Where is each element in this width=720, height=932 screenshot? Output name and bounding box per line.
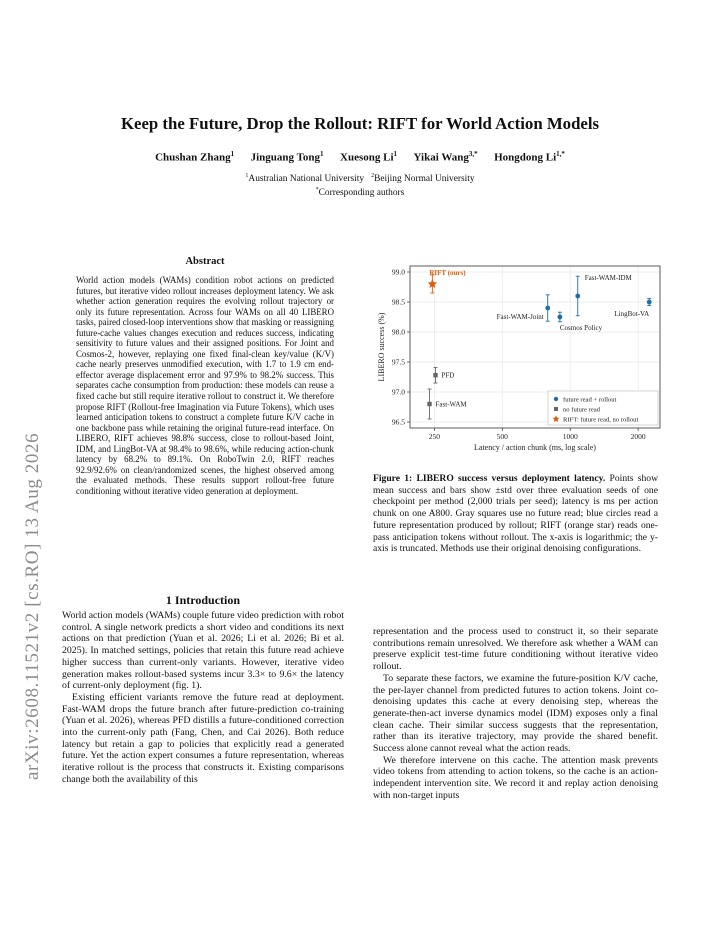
data-point-circle — [647, 300, 652, 305]
author-affiliation-mark: 1,* — [556, 150, 565, 158]
y-axis-label: LIBERO success (%) — [377, 312, 386, 382]
author-affiliation-mark: 1 — [230, 150, 235, 158]
figure-1-chart — [368, 258, 668, 468]
paragraph: We therefore intervene on this cache. The attention mask prevents video tokens from attending to action tokens, so the cache is an action-independent intervention site. We record it and replay action denoising with non-target inputs — [373, 754, 658, 801]
figure-caption: Figure 1: LIBERO success versus deployment latency. Points show mean success and bars show ±std over three evaluation seeds of one checkpoint per method (2,000 trials per seed); latency is ms per action chunk on one A800. Gray squares use no future read; blue circles read a future representation produced by rollout; RIFT (orange star) reads one-pass anticipation tokens without rollout. The x-axis is logarithmic; the y-axis is truncated. Methods use their original denoising configurations. — [373, 473, 658, 555]
data-point-circle — [545, 306, 550, 311]
data-point-square — [433, 373, 437, 377]
author-affiliation-mark: 3,* — [468, 150, 478, 158]
x-tick-label: 500 — [496, 432, 508, 441]
x-axis-label: Latency / action chunk (ms, log scale) — [474, 443, 596, 452]
legend-marker-square — [554, 407, 558, 411]
data-point-label: Cosmos Policy — [559, 324, 603, 332]
data-point-label: Fast-WAM-IDM — [584, 274, 632, 282]
author-name: Chushan Zhang — [155, 151, 231, 164]
intro-left-column — [62, 610, 344, 786]
arxiv-stamp: arXiv:2608.11521v2 [cs.RO] 13 Aug 2026 — [22, 432, 43, 780]
y-tick-label: 97.0 — [391, 387, 405, 397]
data-point-label: PFD — [441, 371, 455, 380]
legend-label: no future read — [563, 406, 600, 414]
data-point-label: LingBot-VA — [614, 310, 650, 318]
legend-label: future read + rollout — [563, 396, 617, 404]
data-point-label: RIFT (ours) — [429, 269, 466, 277]
x-tick-label: 1000 — [562, 432, 578, 441]
paragraph: World action models (WAMs) couple future video prediction with robot control. A single network predicts a short video and conditions its next actions on that prediction (Yuan et al. 2026; Li et al. 2026; Bi et al. 2025). In matched settings, policies that retain this future read achieve higher success than current-only variants. However, iterative video generation makes rollout-based systems incur 3.3× to 9.6× the latency of current-only deployment (fig. 1). — [62, 610, 344, 692]
legend-label: RIFT: future read, no rollout — [563, 416, 639, 424]
intro-right-column — [373, 626, 658, 802]
data-point-circle — [575, 294, 580, 299]
author-name: Hongdong Li — [494, 151, 557, 164]
x-tick-label: 250 — [428, 432, 440, 441]
paragraph: Existing efficient variants remove the future read at deployment. Fast-WAM drops the future branch after future-prediction co-training (Yuan et al. 2026), whereas PFD distills a future-conditioned correction into the current-only path (Fang, Chen, and Cai 2026). Both reduce latency but retain a gap to policies that explicitly read a generated future. Yet the action expert consumes a future representation, whereas iterative rollout is the process that constructs it. Existing comparisons change both the availability of this — [62, 691, 344, 785]
y-tick-label: 97.5 — [391, 357, 405, 367]
author-affiliation-mark: 1 — [393, 150, 398, 158]
data-point-label: Fast-WAM — [435, 400, 467, 409]
abstract-heading: Abstract — [185, 256, 225, 267]
author-name: Yikai Wang — [413, 151, 469, 164]
x-tick-label: 2000 — [630, 432, 646, 441]
author-name: Jinguang Tong — [250, 151, 321, 164]
y-tick-label: 98.5 — [391, 297, 405, 307]
legend-marker-circle — [554, 397, 558, 401]
y-tick-label: 96.5 — [391, 417, 405, 427]
section-heading-introduction: 1 Introduction — [165, 593, 241, 607]
y-tick-label: 99.0 — [391, 267, 405, 277]
affiliations: $^1$Australian National University $^2$Beijing Normal University *Corresponding authors — [245, 173, 475, 199]
data-point-label: Fast-WAM-Joint — [496, 313, 544, 321]
abstract-body: World action models (WAMs) condition robot actions on predicted futures, but iterative video rollout increases deployment latency. We ask whether action generation requires the evolving rollout trajectory or only its future representation. Across four WAMs on all 40 LIBERO tasks, paired closed-loop interventions show that masking or reassigning future-cache values changes execution and reduces success, indicating sensitivity to future values and their assigned positions. For Joint and Cosmos-2, however, replaying one fixed final-clean key/value (K/V) cache nearly preserves unmodified execution, with 1.7 to 1.9 cm end-effector average displacement error and 97.9% to 98.2% success. This separates cache consumption from production: these models can reuse a fixed cache but still require iterative rollout to construct it. We therefore propose RIFT (Rollout-free Imagination via Future Tokens), which uses learned anticipation tokens to construct a complete future K/V cache in one backbone pass while retaining the original future-read interface. On LIBERO, RIFT achieves 98.8% success, close to rollout-based Joint, IDM, and LingBot-VA at 98.4% to 98.6%, while reducing action-chunk latency by 68.2% to 89.1%. On RoboTwin 2.0, RIFT reaches 92.9/92.6% on clean/randomized scenes, the highest observed among the evaluated methods. These results support rollout-free future conditioning without iterative video generation at deployment. — [76, 275, 334, 496]
author-list — [60, 150, 660, 164]
paragraph: representation and the process used to construct it, so their separate contributions remain unresolved. We therefore ask whether a WAM can preserve explicit test-time future conditioning without iterative video rollout. — [373, 626, 658, 673]
author-affiliation-mark: 1 — [320, 150, 324, 158]
y-tick-label: 98.0 — [391, 327, 405, 337]
paper-title: Keep the Future, Drop the Rollout: RIFT for World Action Models — [120, 114, 600, 133]
data-point-square — [427, 402, 431, 406]
author-name: Xuesong Li — [340, 151, 394, 164]
paragraph: To separate these factors, we examine the future-position K/V cache, the per-layer channel from predicted futures to action tokens. Joint co-denoising updates this cache at every denoising step, whereas the generate-then-act inverse dynamics model (IDM) exposes only a final clean cache. Their similar success suggests that the representation, rather than its iterative trajectory, may provide the shared benefit. Success alone cannot reveal what the action reads. — [373, 672, 658, 755]
data-point-circle — [557, 315, 562, 320]
